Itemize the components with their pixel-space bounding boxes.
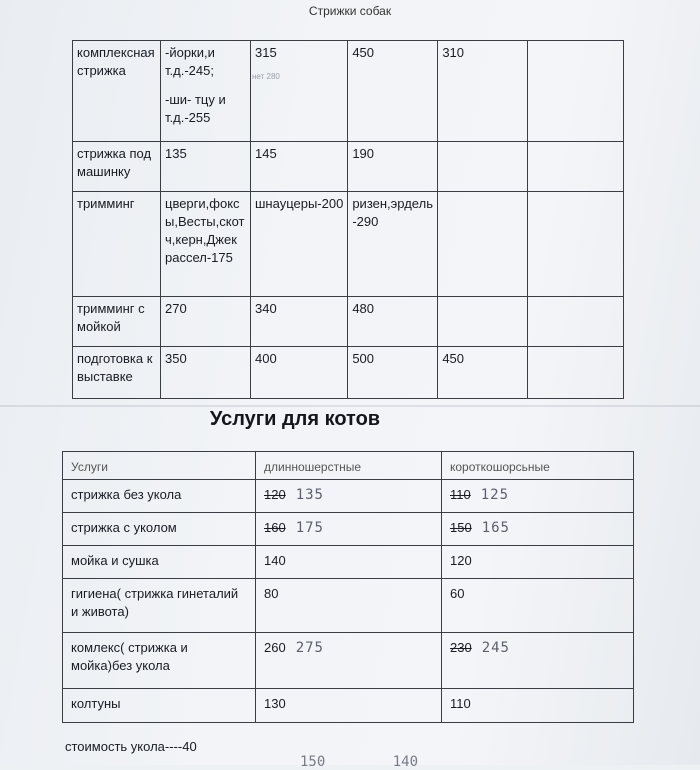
table-row bbox=[73, 41, 624, 142]
price-cell: 60 bbox=[450, 586, 465, 601]
service-name: стрижка без укола bbox=[71, 487, 182, 502]
old-price: 230 bbox=[450, 640, 472, 655]
handwritten-new-price: 165 bbox=[481, 520, 510, 536]
price-cell: цверги,фоксы,Весты,скотч,керн,Джек рассел-175 bbox=[165, 196, 245, 265]
price-cell bbox=[438, 297, 527, 302]
old-price: 120 bbox=[264, 487, 286, 502]
table-row bbox=[63, 633, 634, 689]
service-name: тримминг с мойкой bbox=[77, 301, 145, 334]
price-cell: 80 bbox=[264, 586, 279, 601]
cat-services-table bbox=[62, 451, 634, 723]
price-cell bbox=[438, 192, 527, 197]
price-cell bbox=[528, 142, 623, 147]
service-name: комлекс( стрижка и мойка)без укола bbox=[71, 640, 188, 673]
price-cell: -ши- тцу и т.д.-255 bbox=[165, 92, 226, 125]
old-price: 160 bbox=[264, 520, 286, 535]
price-cell: 350 bbox=[165, 351, 187, 366]
table-row bbox=[73, 142, 624, 192]
price-cell: ризен,эрдель-290 bbox=[352, 196, 433, 229]
injection-cost-note: стоимость укола----40 bbox=[65, 739, 197, 754]
price-cell: 340 bbox=[255, 301, 277, 316]
dog-grooming-table bbox=[72, 40, 624, 399]
column-header: длинношерстные bbox=[264, 460, 362, 474]
faint-handwritten-note: нет 280 bbox=[252, 72, 280, 81]
table-row bbox=[63, 513, 634, 546]
price-cell: 450 bbox=[442, 351, 465, 366]
price-cell: 130 bbox=[264, 696, 286, 711]
service-name: стрижка под машинку bbox=[77, 146, 152, 179]
table-row bbox=[63, 579, 634, 633]
price-cell bbox=[528, 347, 623, 352]
price-cell: 190 bbox=[352, 146, 375, 161]
price-cell: -йорки,и т.д.-245; bbox=[165, 45, 215, 78]
price-cell bbox=[528, 297, 623, 302]
handwritten-new-price: 275 bbox=[295, 640, 324, 656]
price-cell bbox=[438, 142, 527, 147]
price-cell: 310 bbox=[442, 45, 465, 60]
service-name: колтуны bbox=[71, 696, 121, 711]
handwritten-new-price: 125 bbox=[480, 487, 510, 503]
handwritten-bottom-marks: 150 140 bbox=[300, 754, 419, 770]
price-cell: шнауцеры-200 bbox=[255, 196, 344, 211]
service-name: мойка и сушка bbox=[71, 553, 159, 568]
price-cell: 400 bbox=[255, 351, 277, 366]
price-cell: 270 bbox=[165, 301, 187, 316]
service-name: гигиена( стрижка гинеталий и живота) bbox=[71, 586, 239, 619]
service-name: тримминг bbox=[77, 196, 135, 211]
price-cell bbox=[528, 192, 623, 197]
price-cell: 480 bbox=[352, 301, 375, 316]
handwritten-new-price: 135 bbox=[295, 487, 324, 503]
price: 260 bbox=[264, 640, 286, 655]
handwritten-new-price: 245 bbox=[481, 640, 510, 656]
page-title: Стрижки собак bbox=[308, 4, 392, 18]
handwritten-new-price: 175 bbox=[295, 520, 324, 536]
price-cell: 135 bbox=[165, 146, 187, 161]
table-row bbox=[73, 297, 624, 347]
table-row bbox=[73, 347, 624, 399]
table-row bbox=[63, 689, 634, 723]
price-cell: 315 bbox=[255, 45, 277, 60]
old-price: 110 bbox=[450, 487, 471, 502]
old-price: 150 bbox=[450, 520, 472, 535]
price-cell: 145 bbox=[255, 146, 277, 161]
table-row bbox=[63, 546, 634, 579]
service-name: комплексная стрижка bbox=[77, 45, 155, 78]
column-header: Услуги bbox=[71, 460, 108, 474]
table-row bbox=[73, 192, 624, 297]
table-row bbox=[63, 480, 634, 513]
price-cell bbox=[528, 41, 623, 46]
table-header-row bbox=[63, 452, 634, 480]
price-cell: 140 bbox=[264, 553, 286, 568]
price-cell: 120 bbox=[450, 553, 472, 568]
service-name: подготовка к выставке bbox=[77, 351, 153, 384]
price-cell: 110 bbox=[450, 696, 471, 711]
cats-section-heading: Услуги для котов bbox=[209, 408, 381, 430]
price-cell: 450 bbox=[352, 45, 375, 60]
service-name: стрижка с уколом bbox=[71, 520, 177, 535]
price-cell: 500 bbox=[352, 351, 375, 366]
column-header: короткошорсьные bbox=[450, 460, 550, 474]
paper-fold bbox=[0, 405, 700, 407]
